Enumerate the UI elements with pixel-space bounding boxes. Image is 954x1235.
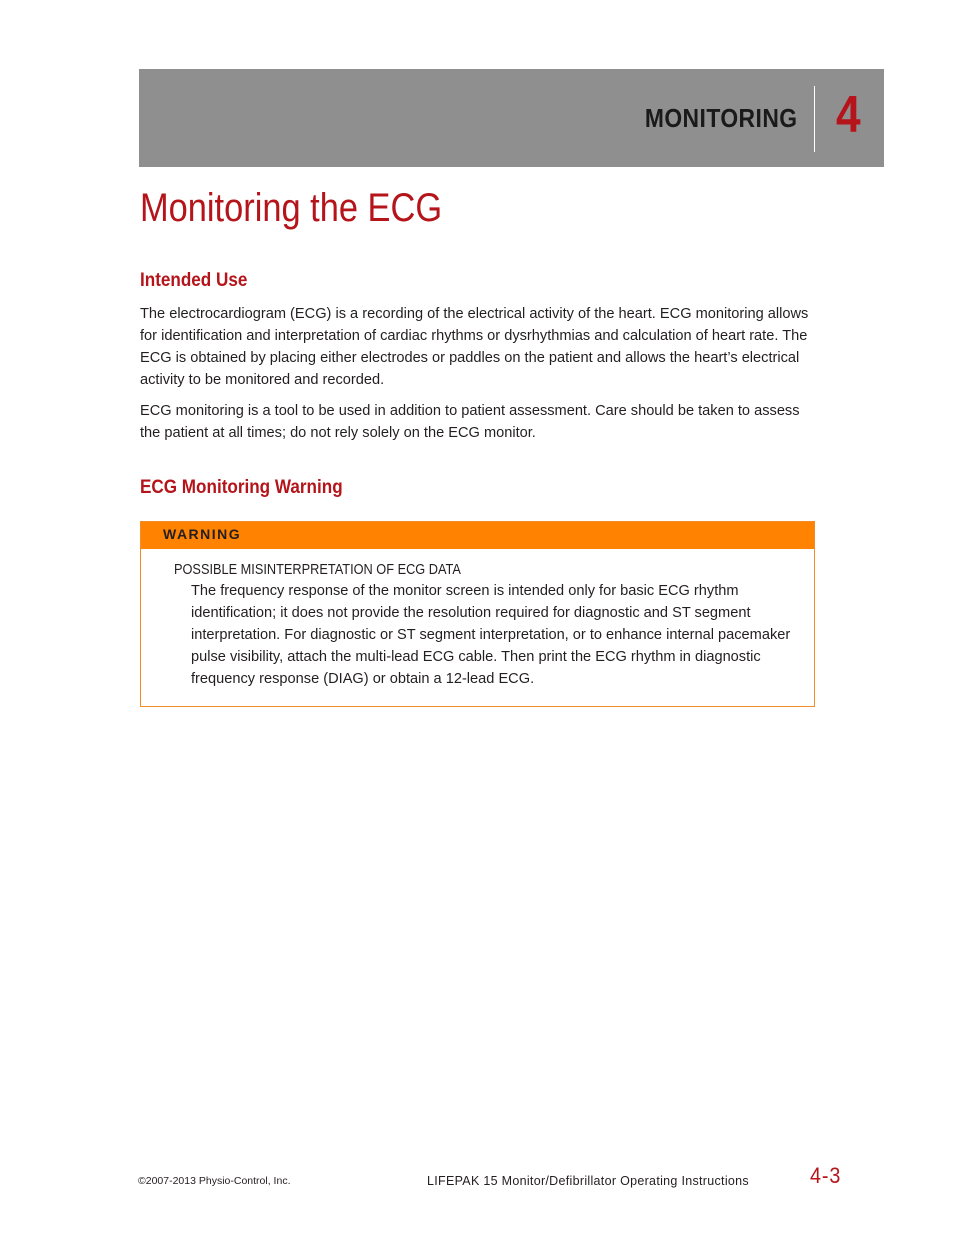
warning-title: POSSIBLE MISINTERPRETATION OF ECG DATA [174, 562, 461, 578]
warning-body: The frequency response of the monitor screen is intended only for basic ECG rhythm identification; it does not provide the resolution required for diagnostic and ST segment interpretation. For diagnostic or ST segment interpretation, or to enhance internal pacemaker pulse visibility, attach the multi-lead ECG cable. Then print the ECG rhythm in diagnostic frequency response (DIAG) or obtain a 12-lead ECG. [191, 583, 791, 687]
paragraph-ecg-definition: The electrocardiogram (ECG) is a recording of the electrical activity of the heart. ECG monitoring allows for identification and interpretation of cardiac rhythms or dysrhythmias and calculation of heart rate. The ECG is obtained by placing either electrodes or paddles on the patient and allows the heart’s electrical activity to be monitored and recorded. [140, 306, 809, 388]
paragraph-ecg-assessment: ECG monitoring is a tool to be used in addition to patient assessment. Care should be taken to assess the patient at all times; do not rely solely on the ECG monitor. [140, 403, 800, 441]
section-heading-intended-use: Intended Use [140, 270, 248, 291]
warning-header [141, 522, 814, 549]
chapter-divider [814, 86, 815, 152]
footer-copyright: ©2007-2013 Physio-Control, Inc. [138, 1175, 291, 1187]
chapter-banner [139, 69, 884, 167]
chapter-title: MONITORING [645, 103, 798, 133]
warning-label: WARNING [163, 526, 242, 542]
section-heading-ecg-warning: ECG Monitoring Warning [140, 477, 343, 498]
chapter-number: 4 [836, 86, 861, 144]
page-title: Monitoring the ECG [140, 186, 443, 230]
footer-manual-title: LIFEPAK 15 Monitor/Defibrillator Operating Instructions [427, 1174, 749, 1188]
warning-box [140, 521, 815, 707]
footer-page-number: 4-3 [810, 1163, 842, 1188]
